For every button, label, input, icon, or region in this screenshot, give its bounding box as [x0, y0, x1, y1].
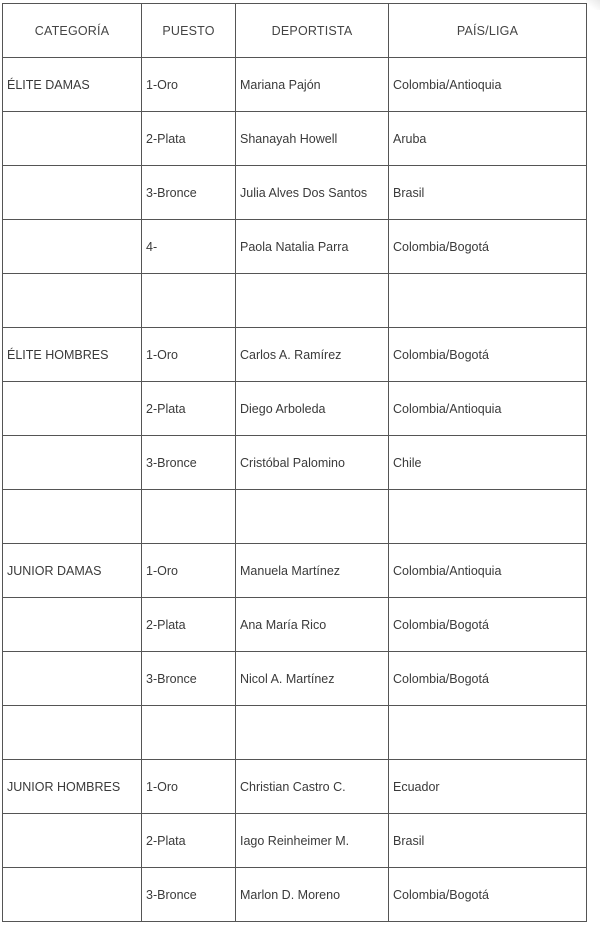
table-row: [3, 382, 587, 436]
cell-categoria: [3, 814, 142, 868]
cell-puesto: [142, 274, 236, 328]
table-row: [3, 166, 587, 220]
cell-pais-liga: Chile: [389, 436, 587, 490]
cell-pais-liga: Colombia/Antioquia: [389, 382, 587, 436]
cell-puesto: 1-Oro: [142, 544, 236, 598]
table-row: [3, 112, 587, 166]
cell-pais-liga: Colombia/Bogotá: [389, 328, 587, 382]
cell-deportista: [236, 490, 389, 544]
cell-deportista: [236, 274, 389, 328]
cell-pais-liga: Ecuador: [389, 760, 587, 814]
cell-puesto: 1-Oro: [142, 760, 236, 814]
cell-pais-liga: Colombia/Bogotá: [389, 220, 587, 274]
table-row: [3, 652, 587, 706]
header-deportista: DEPORTISTA: [236, 4, 389, 58]
table-row: [3, 544, 587, 598]
cell-categoria: [3, 490, 142, 544]
cell-pais-liga: Brasil: [389, 814, 587, 868]
cell-puesto: 4-: [142, 220, 236, 274]
results-table: [2, 3, 587, 922]
cell-pais-liga: Brasil: [389, 166, 587, 220]
cell-categoria: [3, 274, 142, 328]
cell-deportista: Mariana Pajón: [236, 58, 389, 112]
table-row: [3, 58, 587, 112]
cell-categoria: [3, 652, 142, 706]
table-row: [3, 706, 587, 760]
cell-pais-liga: Colombia/Bogotá: [389, 652, 587, 706]
cell-categoria: JUNIOR DAMAS: [3, 544, 142, 598]
cell-deportista: Ana María Rico: [236, 598, 389, 652]
cell-puesto: 1-Oro: [142, 328, 236, 382]
header-puesto: PUESTO: [142, 4, 236, 58]
table-row: [3, 760, 587, 814]
header-pais-liga: PAÍS/LIGA: [389, 4, 587, 58]
cell-deportista: Nicol A. Martínez: [236, 652, 389, 706]
cell-pais-liga: [389, 706, 587, 760]
cell-categoria: [3, 436, 142, 490]
cell-categoria: [3, 166, 142, 220]
cell-pais-liga: Colombia/Bogotá: [389, 868, 587, 922]
cell-puesto: 3-Bronce: [142, 652, 236, 706]
cell-categoria: ÉLITE DAMAS: [3, 58, 142, 112]
cell-puesto: 1-Oro: [142, 58, 236, 112]
cell-pais-liga: Colombia/Bogotá: [389, 598, 587, 652]
header-row: [3, 4, 587, 58]
cell-deportista: Cristóbal Palomino: [236, 436, 389, 490]
cell-pais-liga: Colombia/Antioquia: [389, 58, 587, 112]
table-row: [3, 868, 587, 922]
cell-puesto: 3-Bronce: [142, 166, 236, 220]
cell-pais-liga: [389, 274, 587, 328]
table-row: [3, 490, 587, 544]
cell-puesto: 2-Plata: [142, 382, 236, 436]
cell-puesto: 2-Plata: [142, 112, 236, 166]
cell-categoria: [3, 598, 142, 652]
cell-categoria: [3, 706, 142, 760]
cell-pais-liga: Colombia/Antioquia: [389, 544, 587, 598]
cell-deportista: Diego Arboleda: [236, 382, 389, 436]
table-row: [3, 220, 587, 274]
table-body: [3, 58, 587, 922]
header-categoria: CATEGORÍA: [3, 4, 142, 58]
table-row: [3, 814, 587, 868]
cell-deportista: Marlon D. Moreno: [236, 868, 389, 922]
cell-puesto: 2-Plata: [142, 598, 236, 652]
cell-categoria: JUNIOR HOMBRES: [3, 760, 142, 814]
cell-puesto: 3-Bronce: [142, 868, 236, 922]
cell-puesto: [142, 490, 236, 544]
cell-deportista: Shanayah Howell: [236, 112, 389, 166]
cell-deportista: Carlos A. Ramírez: [236, 328, 389, 382]
cell-deportista: Manuela Martínez: [236, 544, 389, 598]
cell-categoria: [3, 112, 142, 166]
table-row: [3, 274, 587, 328]
table-row: [3, 598, 587, 652]
table-header: [3, 4, 587, 58]
cell-pais-liga: [389, 490, 587, 544]
table-row: [3, 436, 587, 490]
cell-categoria: [3, 220, 142, 274]
cell-deportista: Julia Alves Dos Santos: [236, 166, 389, 220]
cell-deportista: Christian Castro C.: [236, 760, 389, 814]
cell-puesto: 3-Bronce: [142, 436, 236, 490]
table-row: [3, 328, 587, 382]
cell-deportista: Paola Natalia Parra: [236, 220, 389, 274]
cell-categoria: ÉLITE HOMBRES: [3, 328, 142, 382]
corner-shadow: [586, 0, 600, 10]
cell-puesto: [142, 706, 236, 760]
cell-deportista: Iago Reinheimer M.: [236, 814, 389, 868]
cell-deportista: [236, 706, 389, 760]
cell-categoria: [3, 382, 142, 436]
cell-puesto: 2-Plata: [142, 814, 236, 868]
cell-categoria: [3, 868, 142, 922]
cell-pais-liga: Aruba: [389, 112, 587, 166]
